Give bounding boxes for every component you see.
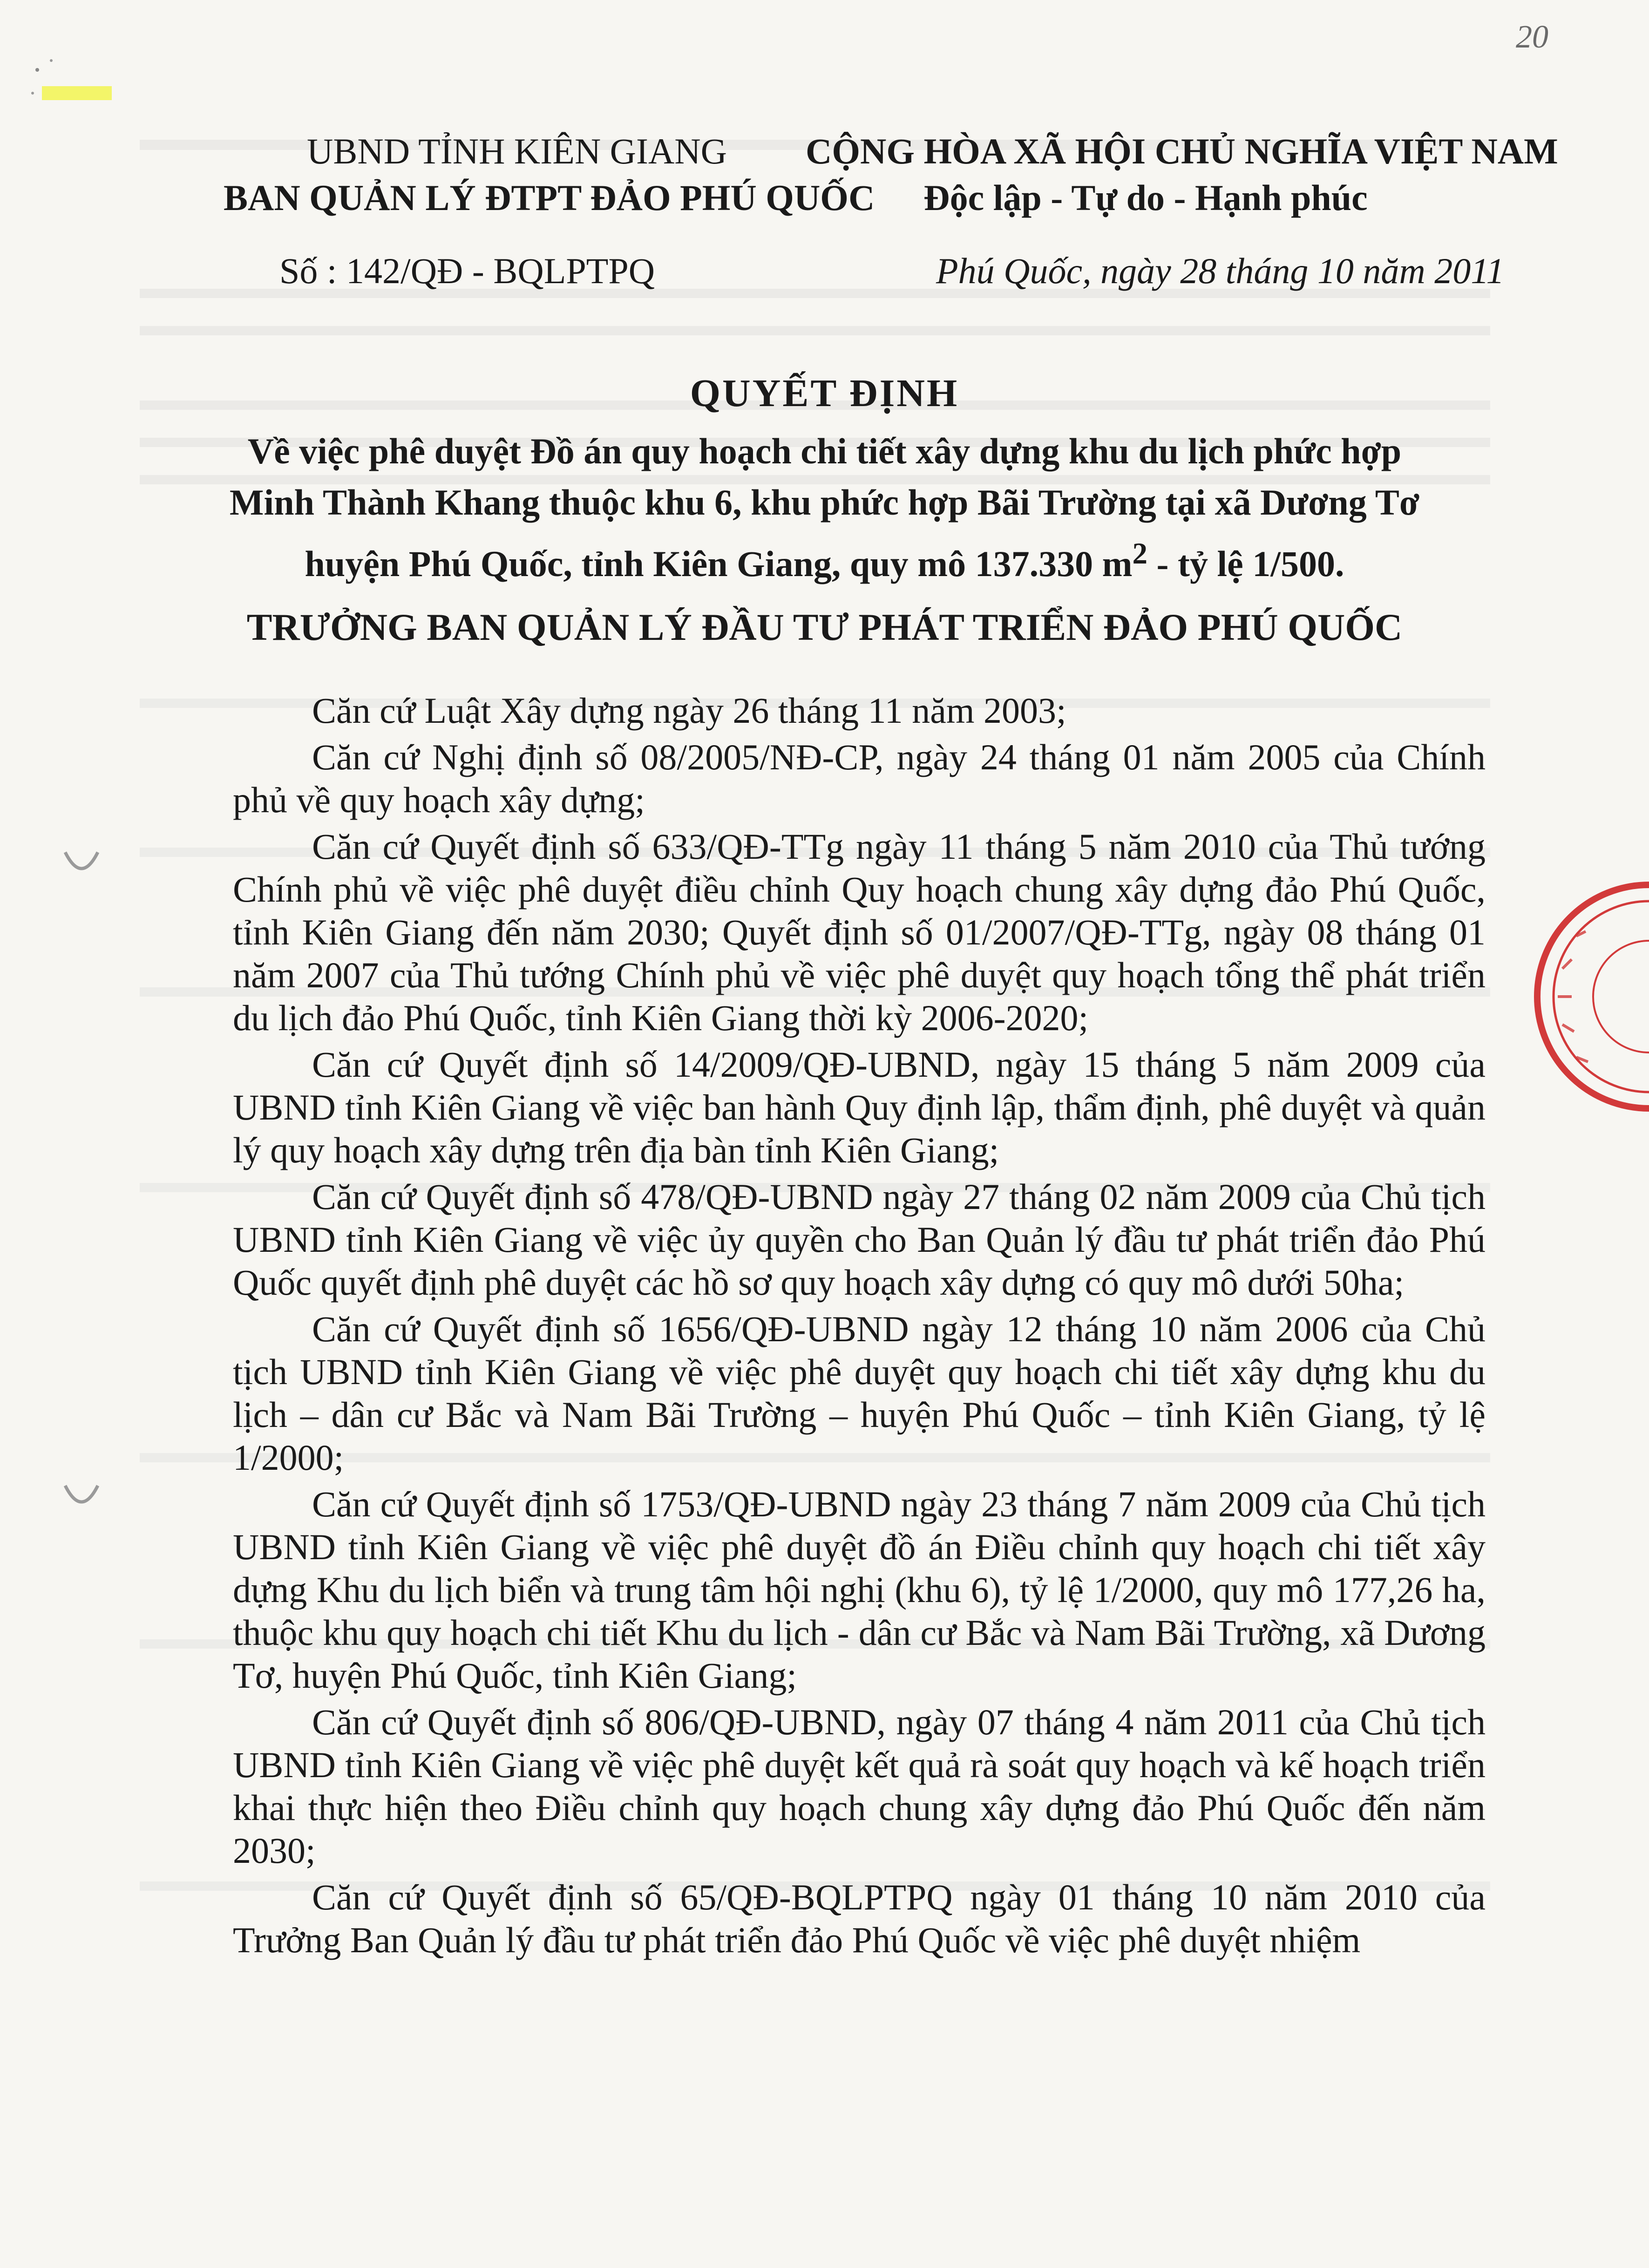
red-seal-stamp [1520, 876, 1649, 1118]
subject-line-2: Minh Thành Khang thuộc khu 6, khu phức hợp Bãi Trường tại xã Dương Tơ [229, 482, 1420, 523]
national-motto [806, 128, 1558, 221]
subject-line-3-a: huyện Phú Quốc, tỉnh Kiên Giang, quy mô 137.330 m [305, 543, 1133, 584]
agency-name: BAN QUẢN LÝ ĐTPT ĐẢO PHÚ QUỐC [224, 177, 875, 218]
document-title: QUYẾT ĐỊNH [690, 372, 959, 415]
body-paragraph: Căn cứ Nghị định số 08/2005/NĐ-CP, ngày 24 tháng 01 năm 2005 của Chính phủ về quy hoạch xây dựng; [233, 737, 1486, 820]
body-paragraph: Căn cứ Quyết định số 1753/QĐ-UBND ngày 23 tháng 7 năm 2009 của Chủ tịch UBND tỉnh Kiên Giang về việc phê duyệt đồ án Điều chỉnh quy hoạch chi tiết xây dựng Khu du lịch biển và trung tâm hội nghị (khu 6), tỷ lệ 1/2000, quy mô 177,26 ha, thuộc khu quy hoạch chi tiết Khu du lịch - dân cư Bắc và Nam Bãi Trường, xã Dương Tơ, huyện Phú Quốc, tỉnh Kiên Giang; [233, 1484, 1486, 1696]
body-paragraph: Căn cứ Luật Xây dựng ngày 26 tháng 11 năm 2003; [312, 690, 1066, 731]
body-paragraph: Căn cứ Quyết định số 14/2009/QĐ-UBND, ngày 15 tháng 5 năm 2009 của UBND tỉnh Kiên Giang về việc ban hành Quy định lập, thẩm định, phê duyệt và quản lý quy hoạch xây dựng trên địa bàn tỉnh Kiên Giang; [233, 1044, 1486, 1170]
country-name: CỘNG HÒA XÃ HỘI CHỦ NGHĨA VIỆT NAM [806, 131, 1558, 171]
body-paragraph: Căn cứ Quyết định số 1656/QĐ-UBND ngày 12 tháng 10 năm 2006 của Chủ tịch UBND tỉnh Kiên Giang về việc phê duyệt quy hoạch chi tiết xây dựng khu du lịch – dân cư Bắc và Nam Bãi Trường – huyện Phú Quốc – tỉnh Kiên Giang, tỷ lệ 1/2000; [233, 1309, 1486, 1478]
document-number: Số : 142/QĐ - BQLPTPQ [279, 251, 655, 291]
subject-line-3 [0, 528, 1649, 590]
motto: Độc lập - Tự do - Hạnh phúc [923, 177, 1368, 218]
body-paragraph: Căn cứ Quyết định số 806/QĐ-UBND, ngày 07 tháng 4 năm 2011 của Chủ tịch UBND tỉnh Kiên Giang về việc phê duyệt kết quả rà soát quy hoạch và kế hoạch triển khai thực hiện theo Điều chỉnh quy hoạch chung xây dựng đảo Phú Quốc đến năm 2030; [233, 1702, 1486, 1871]
agency-province: UBND TỈNH KIÊN GIANG [307, 131, 727, 171]
title-block [0, 368, 1649, 590]
issuing-agency [224, 128, 875, 221]
subject-superscript: 2 [1132, 537, 1148, 570]
body-paragraph: Căn cứ Quyết định số 65/QĐ-BQLPTPQ ngày 01 tháng 10 năm 2010 của Trưởng Ban Quản lý đầu tư phát triển đảo Phú Quốc về việc phê duyệt nhiệm [233, 1877, 1486, 1960]
document-date: Phú Quốc, ngày 28 tháng 10 năm 2011 [936, 251, 1505, 291]
corner-watermark [19, 33, 130, 126]
page-number: 20 [1516, 19, 1548, 55]
document-subject [0, 426, 1649, 590]
subject-line-1: Về việc phê duyệt Đồ án quy hoạch chi tiết xây dựng khu du lịch phức hợp [247, 431, 1402, 471]
issuing-authority: TRƯỞNG BAN QUẢN LÝ ĐẦU TƯ PHÁT TRIỂN ĐẢO PHÚ QUỐC [246, 606, 1403, 648]
document-header [0, 128, 1649, 291]
punch-hole-mark [56, 1467, 107, 1518]
document-body [233, 689, 1486, 1965]
body-paragraph: Căn cứ Quyết định số 478/QĐ-UBND ngày 27 tháng 02 năm 2009 của Chủ tịch UBND tỉnh Kiên Giang về việc ủy quyền cho Ban Quản lý đầu tư phát triển đảo Phú Quốc quyết định phê duyệt các hồ sơ quy hoạch xây dựng có quy mô dưới 50ha; [233, 1176, 1486, 1303]
punch-hole-mark [56, 834, 107, 885]
body-paragraph: Căn cứ Quyết định số 633/QĐ-TTg ngày 11 tháng 5 năm 2010 của Thủ tướng Chính phủ về việc phê duyệt điều chỉnh Quy hoạch chung xây dựng đảo Phú Quốc, tỉnh Kiên Giang đến năm 2030; Quyết định số 01/2007/QĐ-TTg, ngày 08 tháng 01 năm 2007 của Thủ tướng Chính phủ về việc phê duyệt quy hoạch tổng thể phát triển du lịch đảo Phú Quốc, tỉnh Kiên Giang thời kỳ 2006-2020; [233, 826, 1486, 1038]
subject-line-3-b: - tỷ lệ 1/500. [1147, 543, 1344, 584]
